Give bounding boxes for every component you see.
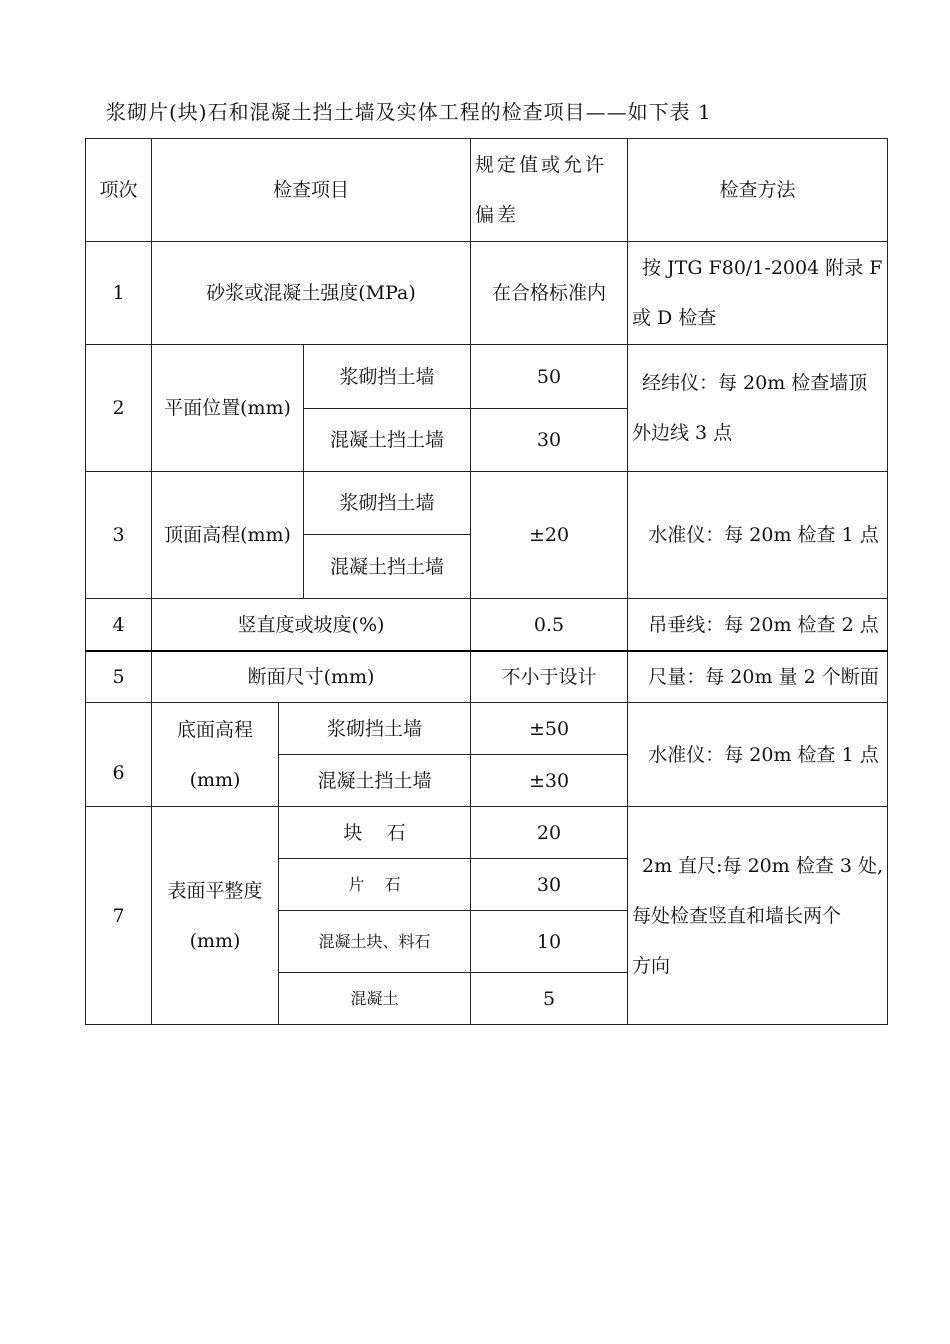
row5-no: 5	[85, 650, 152, 703]
row6-method: 水准仪：每 20m 检查 1 点	[627, 702, 888, 807]
row5-item: 断面尺寸(mm)	[151, 650, 471, 703]
header-cell-value: 规定值或允许 偏差	[470, 138, 628, 242]
row4-value: 0.5	[470, 598, 628, 651]
row7-sub1-value: 20	[470, 806, 628, 859]
row2-no: 2	[85, 344, 152, 472]
row2-sub2-name: 混凝土挡土墙	[303, 408, 471, 472]
row6-sub2-name: 混凝土挡土墙	[278, 754, 471, 807]
row6-sub2-value: ±30	[470, 754, 628, 807]
row7-sub2-name: 片 石	[278, 858, 471, 911]
row1-no: 1	[85, 241, 152, 345]
row2-sub1-value: 50	[470, 344, 628, 409]
row7-sub4-value: 5	[470, 972, 628, 1025]
row1-value: 在合格标准内	[470, 241, 628, 345]
row1-item: 砂浆或混凝土强度(MPa)	[151, 241, 471, 345]
header-cell-item: 检查项目	[151, 138, 471, 242]
row2-method: 经纬仪：每 20m 检查墙顶 外边线 3 点	[627, 344, 888, 472]
row7-sub3-value: 10	[470, 910, 628, 973]
row3-value: ±20	[470, 471, 628, 599]
inspection-table	[85, 138, 888, 1025]
row6-no: 6	[85, 702, 152, 807]
header-cell-method: 检查方法	[627, 138, 888, 242]
row3-method: 水准仪：每 20m 检查 1 点	[627, 471, 888, 599]
row7-item: 表面平整度 (mm)	[151, 806, 279, 1025]
row2-item: 平面位置(mm)	[151, 344, 304, 472]
row4-item: 竖直度或坡度(%)	[151, 598, 471, 651]
row7-sub3-name: 混凝土块、料石	[278, 910, 471, 973]
row2-sub2-value: 30	[470, 408, 628, 472]
header-cell-no: 项次	[85, 138, 152, 242]
row3-item: 顶面高程(mm)	[151, 471, 304, 599]
row4-method: 吊垂线：每 20m 检查 2 点	[627, 598, 888, 651]
page-title: 浆砌片(块)石和混凝土挡土墙及实体工程的检查项目——如下表 1	[106, 100, 712, 124]
row5-method: 尺量：每 20m 量 2 个断面	[627, 650, 888, 703]
row3-sub1-name: 浆砌挡土墙	[303, 471, 471, 535]
row6-sub1-name: 浆砌挡土墙	[278, 702, 471, 755]
row7-method: 2m 直尺:每 20m 检查 3 处, 每处检查竖直和墙长两个 方向	[627, 806, 888, 1025]
row7-no: 7	[85, 806, 152, 1025]
row4-no: 4	[85, 598, 152, 651]
row3-no: 3	[85, 471, 152, 599]
row3-sub2-name: 混凝土挡土墙	[303, 534, 471, 599]
row2-sub1-name: 浆砌挡土墙	[303, 344, 471, 409]
row7-sub2-value: 30	[470, 858, 628, 911]
row1-method: 按 JTG F80/1-2004 附录 F 或 D 检查	[627, 241, 888, 345]
row7-sub4-name: 混凝土	[278, 972, 471, 1025]
row6-item: 底面高程 (mm)	[151, 702, 279, 807]
row6-sub1-value: ±50	[470, 702, 628, 755]
row5-value: 不小于设计	[470, 650, 628, 703]
row7-sub1-name: 块 石	[278, 806, 471, 859]
